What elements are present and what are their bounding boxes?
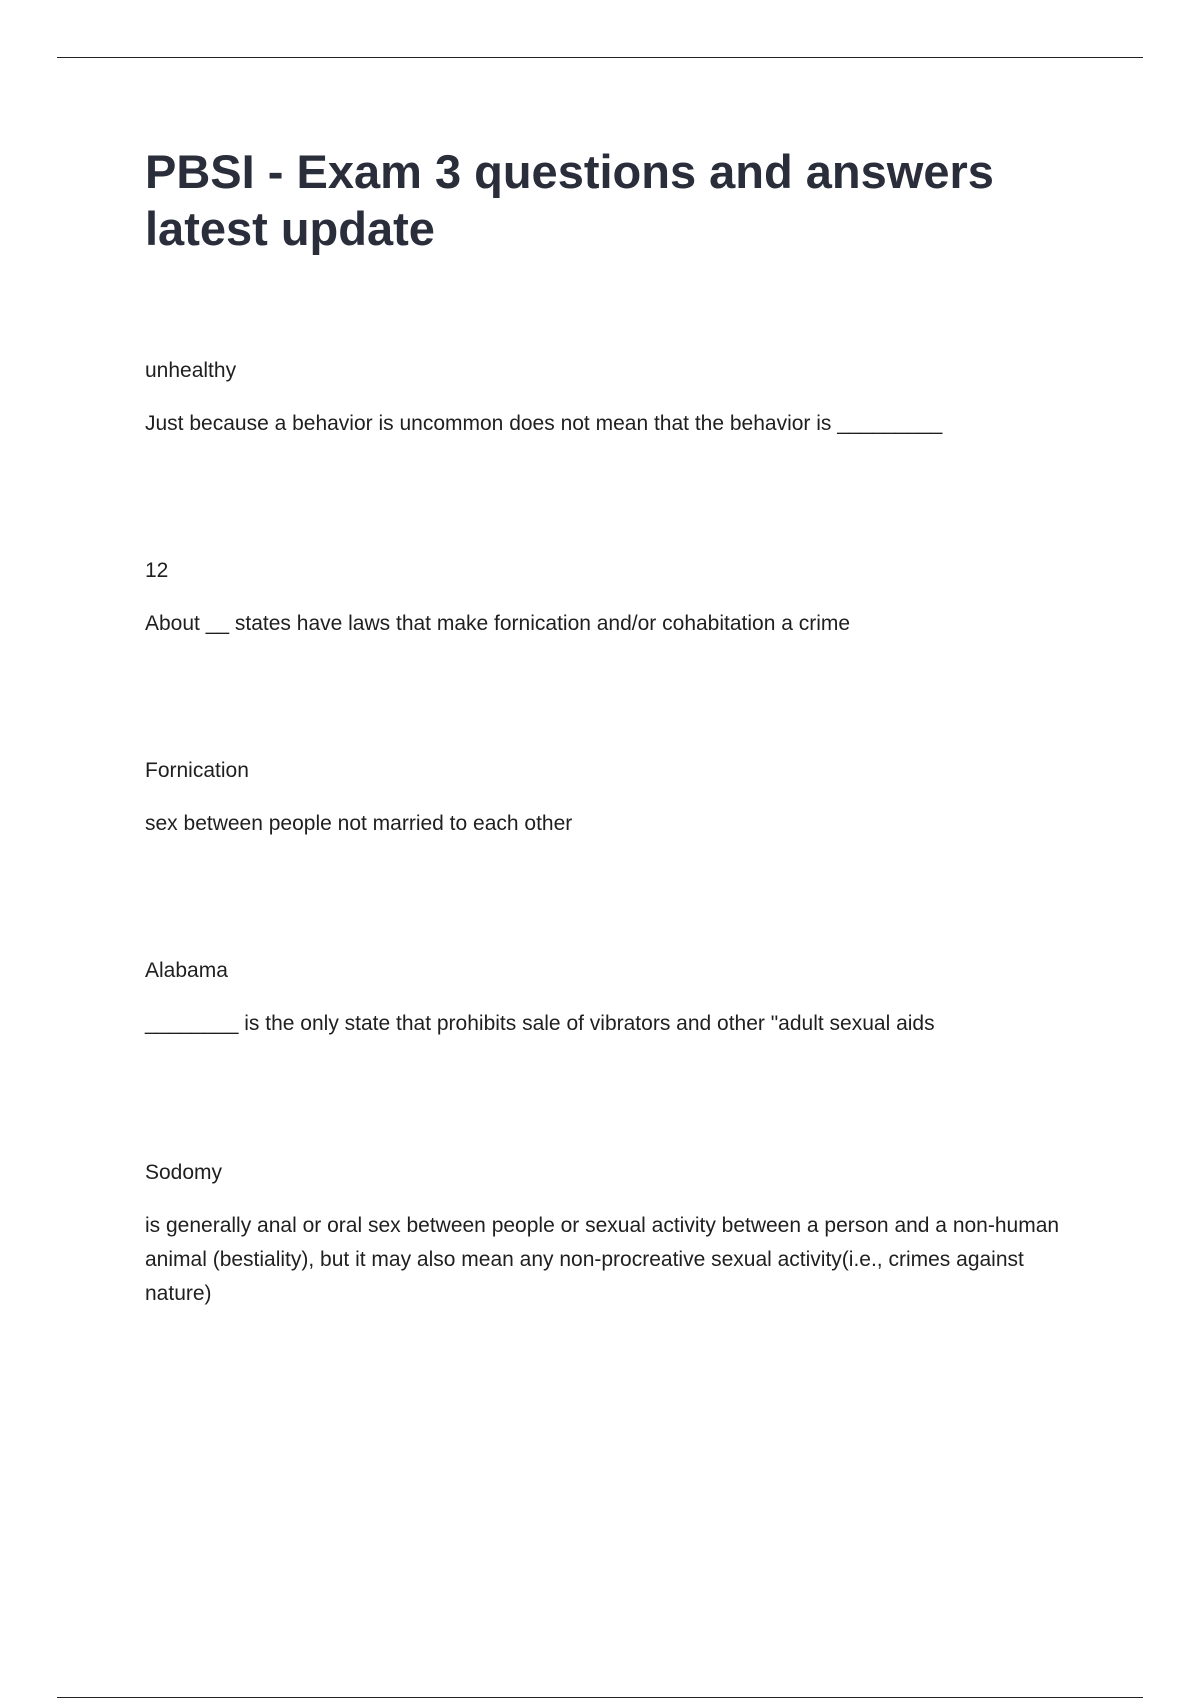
qa-card-2 xyxy=(145,557,1085,641)
top-rule xyxy=(57,57,1143,58)
page-title: PBSI - Exam 3 questions and answers latest update xyxy=(145,145,994,255)
bottom-rule xyxy=(57,1697,1143,1698)
card-definition: ________ is the only state that prohibits sale of vibrators and other "adult sexual aids xyxy=(145,1012,935,1035)
card-term: Sodomy xyxy=(145,1161,223,1184)
card-definition: is generally anal or oral sex between people or sexual activity between a person and a non-human animal (bestiality), but it may also mean any non-procreative sexual activity(i.e., crimes against nature) xyxy=(145,1214,1060,1305)
card-definition: About __ states have laws that make fornication and/or cohabitation a crime xyxy=(145,612,851,635)
card-term: 12 xyxy=(145,559,169,582)
qa-card-5 xyxy=(145,1159,1085,1311)
card-definition: sex between people not married to each other xyxy=(145,812,573,835)
qa-card-4 xyxy=(145,957,1085,1041)
card-term: Alabama xyxy=(145,959,228,982)
qa-card-1 xyxy=(145,357,1085,441)
card-definition: Just because a behavior is uncommon does not mean that the behavior is _________ xyxy=(145,412,943,435)
card-term: Fornication xyxy=(145,759,249,782)
qa-card-3 xyxy=(145,757,1085,841)
card-term: unhealthy xyxy=(145,359,237,382)
